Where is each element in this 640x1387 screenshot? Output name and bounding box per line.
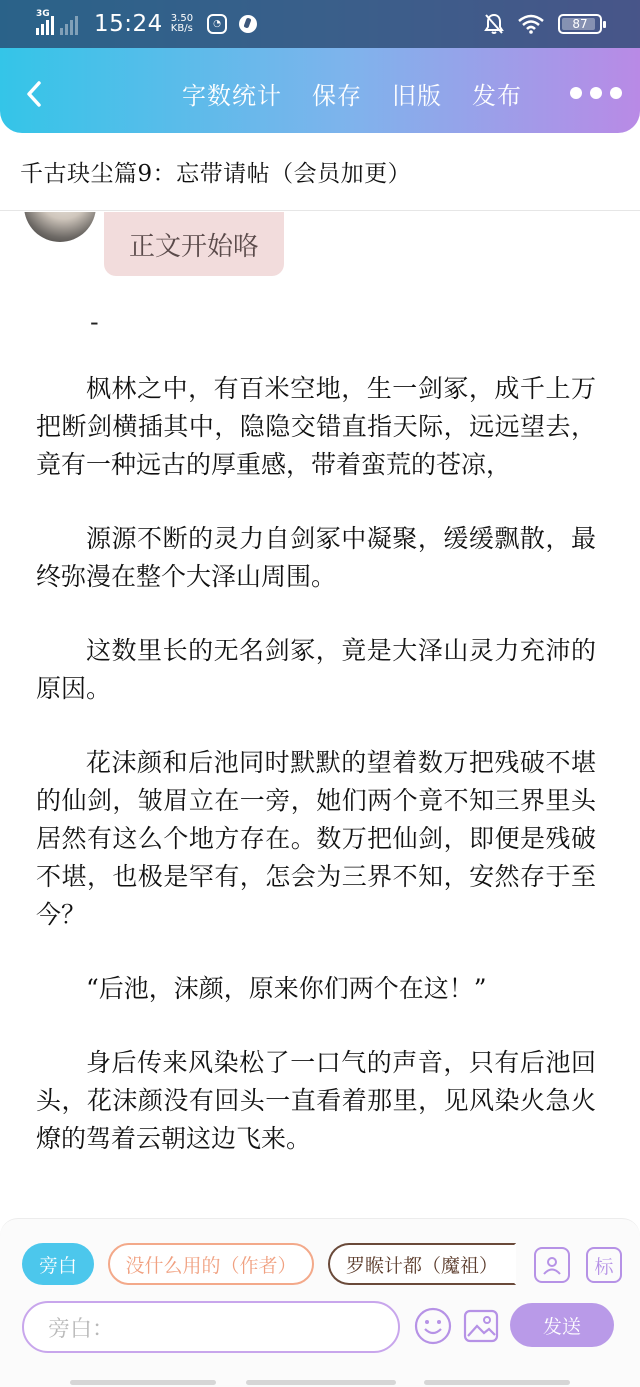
publish-button[interactable]: 发布 [472, 81, 522, 110]
role-chip-author[interactable]: 没什么用的（作者） [108, 1243, 314, 1285]
word-count-button[interactable]: 字数统计 [182, 81, 282, 110]
person-card-icon [540, 1253, 564, 1277]
wifi-icon [518, 14, 544, 34]
status-left [36, 8, 257, 40]
role-manager-button[interactable] [534, 1247, 570, 1283]
chapter-content[interactable] [0, 212, 640, 1217]
avatar[interactable] [24, 212, 96, 242]
separator-dash: - [90, 308, 99, 336]
clock: 15:24 [94, 11, 163, 37]
app-notification-icon: ◔ [207, 14, 227, 34]
role-selector [22, 1243, 516, 1285]
signal-icon [36, 9, 54, 35]
chevron-left-icon [25, 80, 43, 108]
nav-hint-bar [424, 1380, 570, 1385]
role-chip-character[interactable]: 罗睺计都（魔祖） [328, 1243, 516, 1285]
nav-hint-bar [70, 1380, 216, 1385]
paragraph: 这数里长的无名剑冢，竟是大泽山灵力充沛的原因。 [36, 636, 596, 703]
paragraph: 源源不断的灵力自剑冢中凝聚，缓缓飘散，最终弥漫在整个大泽山周围。 [36, 524, 596, 591]
message-input[interactable]: 旁白： [22, 1301, 400, 1353]
speed-unit: KB/s [170, 23, 193, 34]
mute-bell-icon [484, 13, 504, 35]
network-speed [171, 14, 193, 34]
paragraph: 枫林之中，有百米空地，生一剑冢，成千上万把断剑横插其中，隐隐交错直指天际，远远望去，竟有一种远古的厚重感，带着蛮荒的苍凉， [36, 374, 596, 479]
status-right [484, 10, 602, 38]
emoji-icon[interactable] [414, 1307, 452, 1345]
network-type: 3G [36, 9, 50, 19]
battery-level: 87 [572, 17, 588, 31]
save-button[interactable]: 保存 [312, 81, 362, 110]
back-button[interactable] [14, 74, 54, 114]
old-version-button[interactable]: 旧版 [392, 81, 442, 110]
composer-panel [0, 1218, 640, 1387]
chapter-title[interactable]: 千古玦尘篇9：忘带请帖（会员加更） [20, 161, 412, 187]
send-button[interactable]: 发送 [510, 1303, 614, 1347]
body-text[interactable] [36, 370, 596, 1194]
paragraph: 花沫颜和后池同时默默的望着数万把残破不堪的仙剑，皱眉立在一旁，她们两个竟不知三界里头居然有这么个地方存在。数万把仙剑，即便是残破不堪，也极是罕有，怎会为三界不知，安然存于至今？ [36, 748, 596, 929]
image-icon[interactable] [462, 1307, 500, 1345]
status-bar [0, 0, 640, 48]
paragraph: “后池，沫颜，原来你们两个在这！” [86, 974, 487, 1003]
signal-2-icon [60, 13, 78, 35]
mark-button[interactable]: 标 [586, 1247, 622, 1283]
battery-icon [558, 14, 602, 34]
more-options-icon[interactable] [570, 87, 622, 99]
app-notification-2-icon [239, 15, 257, 33]
chapter-title-bar [0, 133, 640, 211]
editor-toolbar [0, 48, 640, 133]
speed-value: 3.50 [170, 13, 194, 24]
top-header [0, 0, 640, 133]
toolbar-actions [152, 72, 640, 114]
message-bubble[interactable]: 正文开始咯 [104, 212, 284, 276]
nav-hint-bar [246, 1380, 396, 1385]
paragraph: 身后传来风染松了一口气的声音，只有后池回头，花沫颜没有回头一直看着那里，见风染火急火燎的驾着云朝这边飞来。 [36, 1048, 596, 1153]
role-chip-narration[interactable]: 旁白 [22, 1243, 94, 1285]
